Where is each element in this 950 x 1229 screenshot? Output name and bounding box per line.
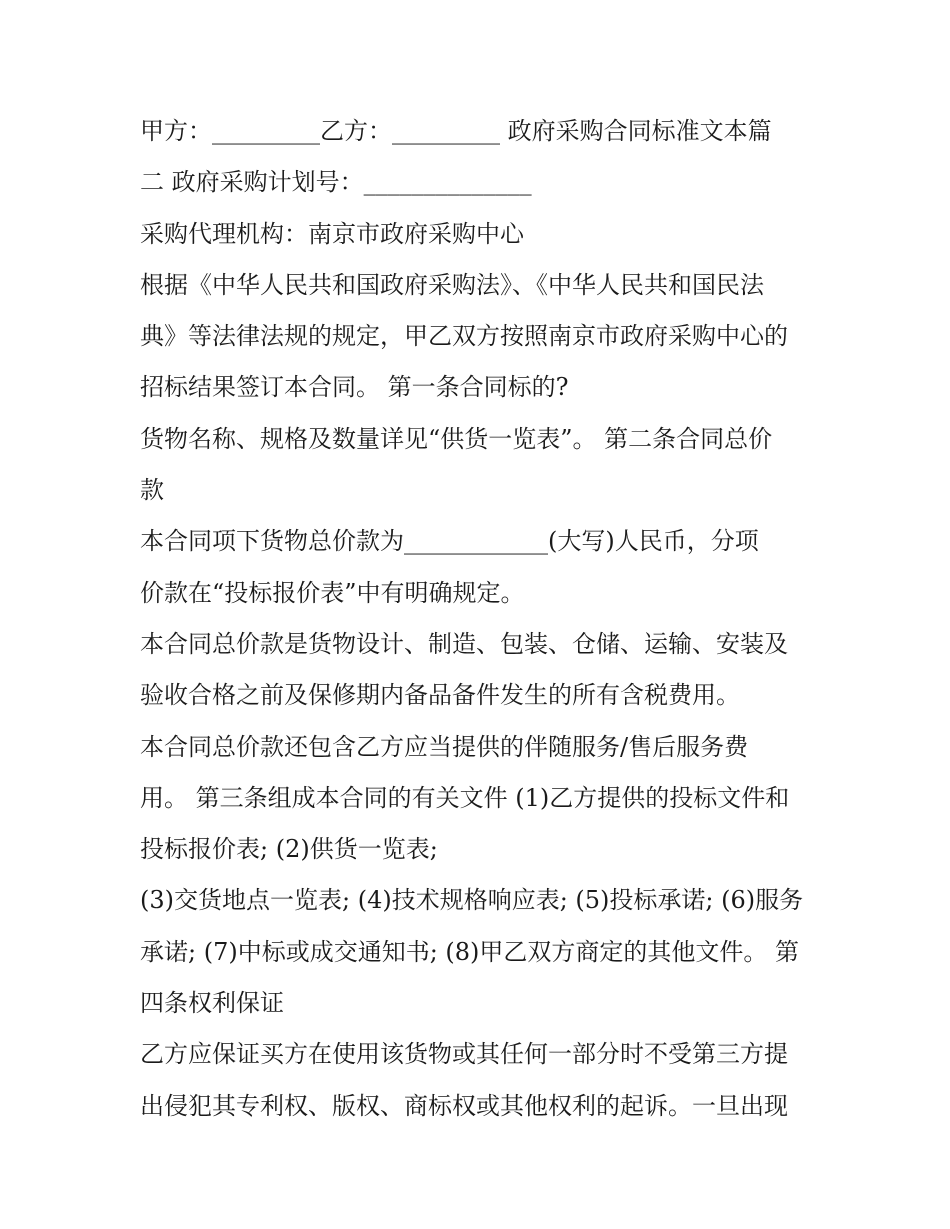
text-line: 价款在“投标报价表”中有明确规定。 xyxy=(140,578,525,607)
text-line: 招标结果签订本合同。 第一条合同标的? xyxy=(140,373,569,402)
text-line: 用。 第三条组成本合同的有关文件 (1)乙方提供的投标文件和 xyxy=(140,783,790,812)
text-line: 四条权利保证 xyxy=(140,989,284,1018)
text-line: 出侵犯其专利权、版权、商标权或其他权利的起诉。一旦出现 xyxy=(140,1091,788,1120)
text-line: 乙方应保证买方在使用该货物或其任何一部分时不受第三方提 xyxy=(140,1040,788,1069)
text-line: 本合同总价款是货物设计、制造、包装、仓储、运输、安装及 xyxy=(140,629,788,658)
text-line: 货物名称、规格及数量详见“供货一览表”。 第二条合同总价 xyxy=(140,424,773,453)
text-line: 承诺; (7)中标或成交通知书; (8)甲乙双方商定的其他文件。 第 xyxy=(140,937,800,966)
text-line: 款 xyxy=(140,476,164,505)
text-line: (3)交货地点一览表; (4)技术规格响应表; (5)投标承诺; (6)服务 xyxy=(140,886,804,915)
text-line: 二 政府采购计划号：______________ xyxy=(140,168,532,197)
text-line: 采购代理机构：南京市政府采购中心 xyxy=(140,219,524,248)
text-line: 本合同项下货物总价款为____________(大写)人民币，分项 xyxy=(140,527,759,556)
text-line: 投标报价表; (2)供货一览表; xyxy=(140,835,438,864)
text-line: 本合同总价款还包含乙方应当提供的伴随服务/售后服务费 xyxy=(140,732,749,761)
text-line: 甲方：_________乙方：_________ 政府采购合同标准文本篇 xyxy=(140,117,772,145)
text-line: 根据《中华人民共和国政府采购法》、《中华人民共和国民法 xyxy=(140,270,764,299)
document-body xyxy=(140,106,820,1132)
text-line: 典》等法律法规的规定，甲乙双方按照南京市政府采购中心的 xyxy=(140,322,788,351)
text-line: 验收合格之前及保修期内备品备件发生的所有含税费用。 xyxy=(140,681,740,710)
